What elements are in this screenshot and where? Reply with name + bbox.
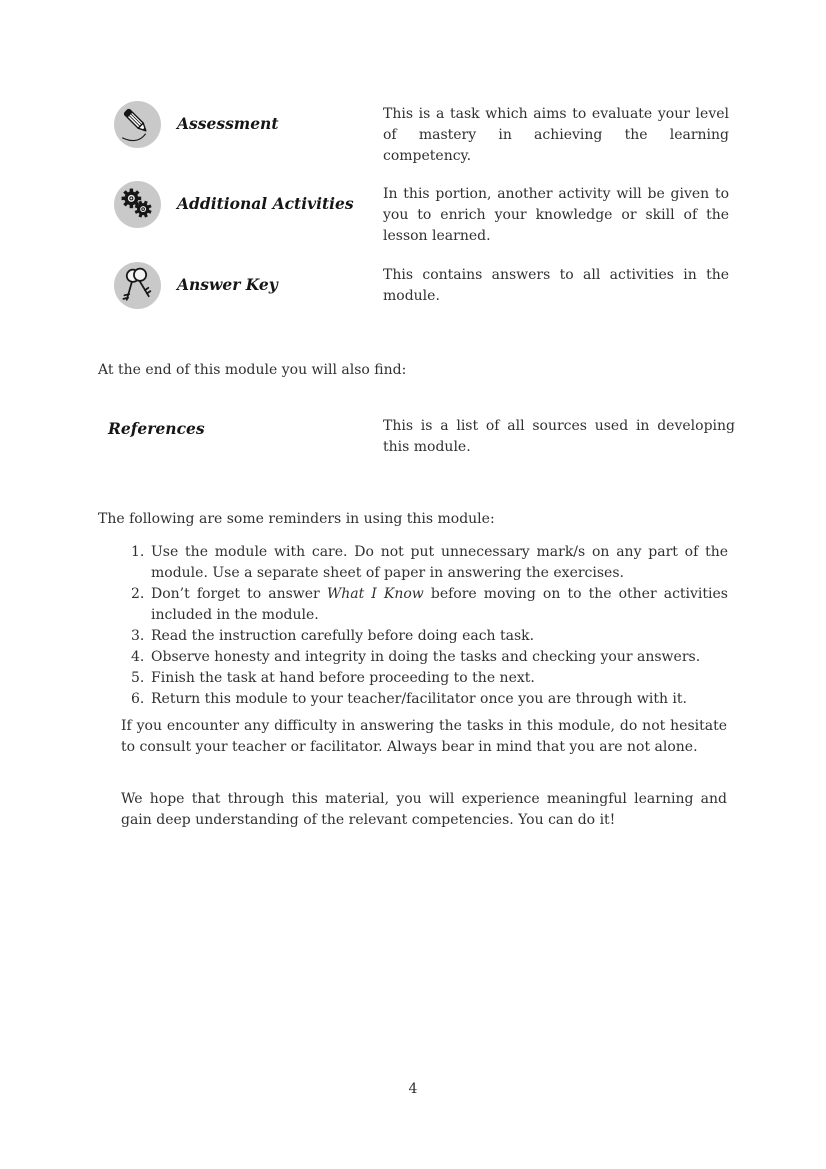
reminder-item	[131, 542, 728, 584]
closing-paragraph-1: If you encounter any difficulty in answering the tasks in this module, do not hesitate to consult your teacher or facilitator. Always bear in mind that you are not alone.	[121, 718, 727, 755]
gears-icon	[114, 181, 161, 228]
keys-icon	[114, 262, 161, 309]
module-part-label: Assessment	[177, 114, 279, 133]
reminder-text-italic: What I Know	[326, 586, 424, 602]
module-intro-line: At the end of this module you will also find:	[98, 362, 407, 378]
module-part-label: Answer Key	[177, 275, 278, 294]
reminder-text: Finish the task at hand before proceeding to the next.	[151, 670, 535, 686]
reminder-item	[131, 647, 728, 668]
closing-paragraph-2: We hope that through this material, you will experience meaningful learning and gain deep understanding of the relevant competencies. You can do it!	[121, 791, 727, 828]
reminder-number: 2.	[131, 586, 145, 602]
reminder-item	[131, 626, 728, 647]
reminder-text: Don’t forget to answer	[151, 586, 327, 602]
page-number: 4	[408, 1081, 418, 1097]
reminder-number: 1.	[131, 544, 145, 560]
reminder-text: before moving on to the other activities included in the module.	[151, 586, 728, 623]
reminder-number: 4.	[131, 649, 145, 665]
references-label: References	[108, 419, 205, 438]
module-part-row-answer-key	[0, 262, 826, 332]
reminders-list	[131, 542, 728, 710]
reminder-number: 5.	[131, 670, 145, 686]
reminder-text: Observe honesty and integrity in doing the tasks and checking your answers.	[151, 649, 701, 665]
module-part-description: This is a task which aims to evaluate your level of mastery in achieving the learning competency.	[383, 106, 729, 164]
reminder-item	[131, 584, 728, 626]
reminder-text: Return this module to your teacher/facilitator once you are through with it.	[151, 691, 687, 707]
pencil-icon	[114, 101, 161, 148]
module-part-label: Additional Activities	[177, 194, 354, 213]
module-part-description: In this portion, another activity will be given to you to enrich your knowledge or skill of the lesson learned.	[383, 186, 729, 244]
module-part-row-additional-activities	[0, 181, 826, 251]
reminder-number: 3.	[131, 628, 145, 644]
references-description: This is a list of all sources used in developing this module.	[383, 418, 735, 455]
reminders-heading: The following are some reminders in using this module:	[98, 511, 495, 527]
module-part-row-assessment	[0, 101, 826, 171]
reminder-item	[131, 668, 728, 689]
reminder-text: Read the instruction carefully before doing each task.	[151, 628, 535, 644]
reminder-text: Use the module with care. Do not put unnecessary mark/s on any part of the module. Use a separate sheet of paper in answering the exercises.	[151, 544, 728, 581]
module-part-description: This contains answers to all activities in the module.	[383, 267, 729, 304]
reminder-number: 6.	[131, 691, 145, 707]
reminder-item	[131, 689, 728, 710]
